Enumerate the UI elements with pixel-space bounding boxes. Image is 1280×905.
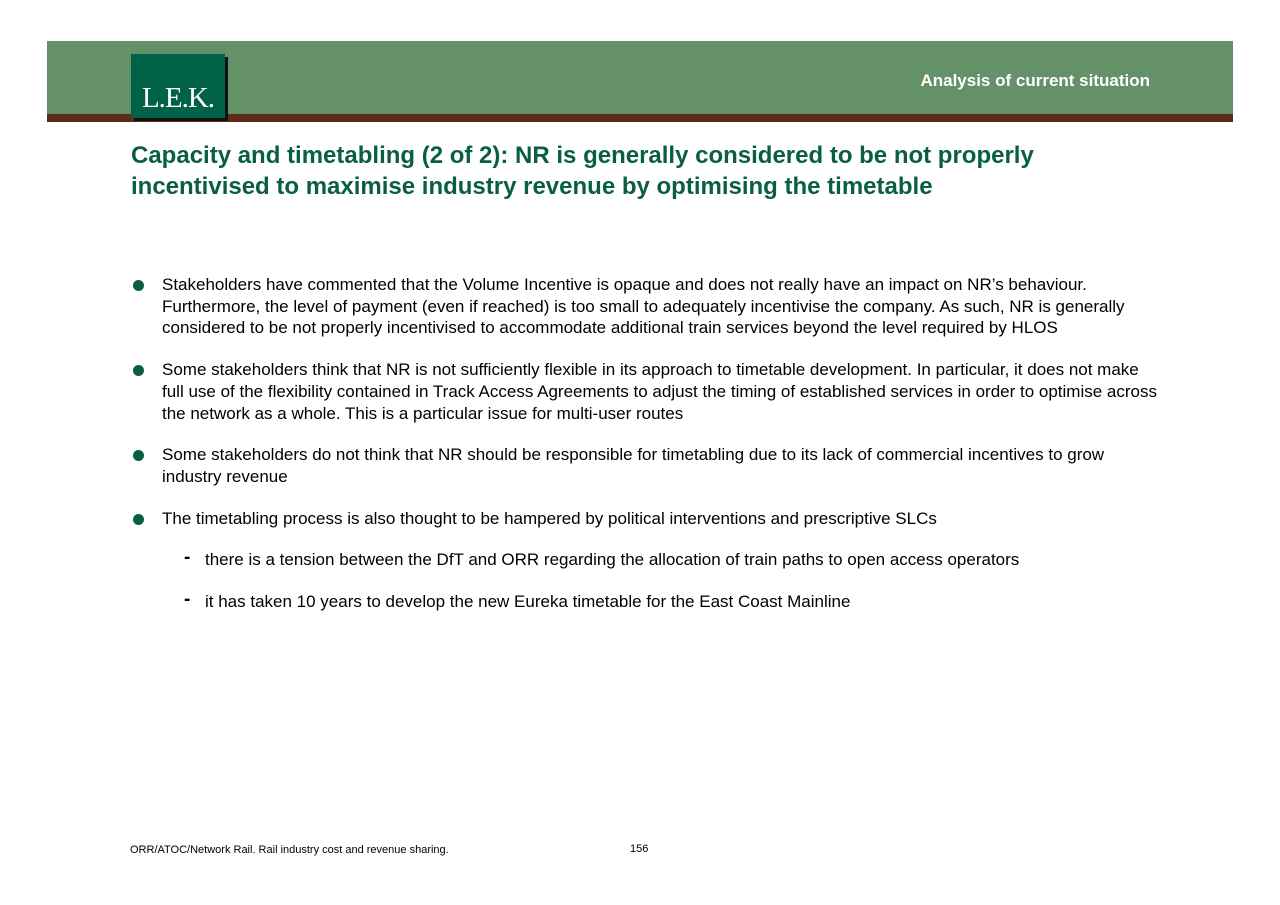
dash-marker: - xyxy=(184,547,191,569)
bullet-list xyxy=(131,274,1161,633)
bullet-item xyxy=(131,444,1161,487)
bullet-dot-icon xyxy=(133,450,144,461)
slide-title: Capacity and timetabling (2 of 2): NR is generally considered to be not properly incentivised to maximise industry revenue by optimising the timetable xyxy=(131,142,1034,200)
bullet-dot-icon xyxy=(133,514,144,525)
bullet-text: Some stakeholders do not think that NR should be responsible for timetabling due to its lack of commercial incentives to grow industry revenue xyxy=(162,445,1105,486)
bullet-text: The timetabling process is also thought to be hampered by political interventions and prescriptive SLCs xyxy=(162,508,937,528)
logo-text: L.E.K. xyxy=(141,82,215,114)
bullet-dot-icon xyxy=(133,280,144,291)
section-label: Analysis of current situation xyxy=(920,71,1150,90)
footer-source: ORR/ATOC/Network Rail. Rail industry cost and revenue sharing. xyxy=(130,844,449,856)
bullet-item xyxy=(131,359,1161,424)
page-number: 156 xyxy=(630,843,649,855)
sub-bullet-text: it has taken 10 years to develop the new Eureka timetable for the East Coast Mainline xyxy=(205,592,851,612)
lek-logo xyxy=(131,54,225,118)
sub-bullet-item xyxy=(131,549,1161,571)
sub-bullet-text: there is a tension between the DfT and ORR regarding the allocation of train paths to open access operators xyxy=(205,550,1020,570)
dash-marker: - xyxy=(184,589,191,611)
bullet-dot-icon xyxy=(133,365,144,376)
bullet-item xyxy=(131,274,1161,339)
bullet-text: Some stakeholders think that NR is not sufficiently flexible in its approach to timetable development. In particular, it does not make full use of the flexibility contained in Track Access Agreements to adjust the timing of established services in order to optimise across the network as a whole. This is a particular issue for multi-user routes xyxy=(162,360,1157,423)
bullet-item xyxy=(131,508,1161,530)
bullet-text: Stakeholders have commented that the Volume Incentive is opaque and does not really have an impact on NR’s behaviour. Furthermore, the level of payment (even if reached) is too small to adequately incentivise the company. As such, NR is generally considered to be not properly incentivised to accommodate additional train services beyond the level required by HLOS xyxy=(162,275,1125,338)
sub-bullet-item xyxy=(131,591,1161,613)
